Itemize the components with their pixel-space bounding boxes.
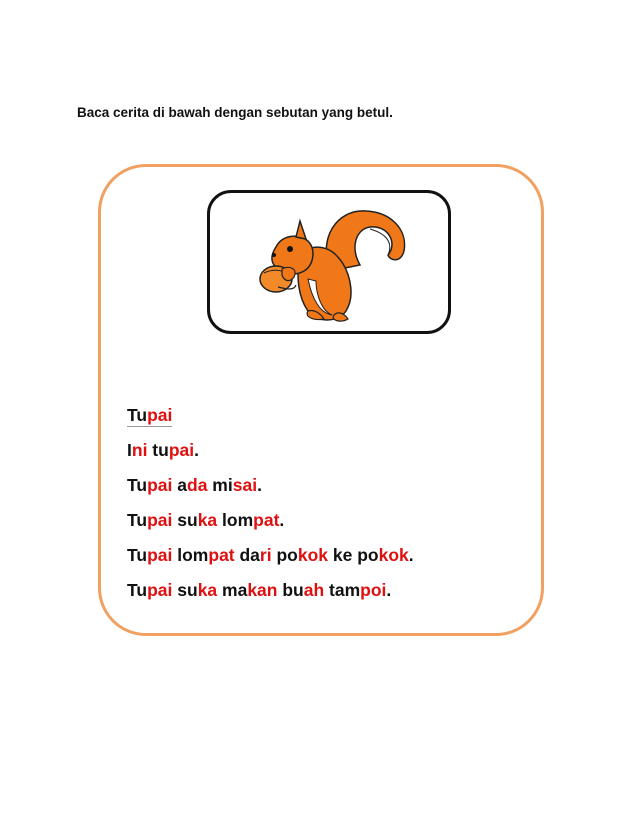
story-lines	[127, 433, 414, 608]
squirrel-illustration	[238, 199, 422, 327]
story-line-segment: .	[257, 475, 262, 495]
story-line-segment: lom	[172, 545, 209, 565]
story-line-segment: su	[172, 580, 198, 600]
story-line-segment: bu	[277, 580, 304, 600]
story-line-segment: pai	[168, 440, 195, 460]
story-line-segment: kan	[247, 580, 278, 600]
story-line-segment: I	[127, 440, 132, 460]
title-segment: Tu	[127, 405, 148, 425]
story-line-segment: sai	[232, 475, 258, 495]
story-line-segment: pai	[147, 510, 173, 530]
story-line-segment: Tu	[127, 510, 148, 530]
story-line-segment: a	[172, 475, 187, 495]
story-line-segment: ni	[131, 440, 148, 460]
story-line-segment: mi	[207, 475, 233, 495]
story-line-segment: ka	[197, 580, 218, 600]
story-line-segment: da	[234, 545, 260, 565]
story-line-segment: ma	[217, 580, 248, 600]
story-line-segment: pai	[147, 580, 173, 600]
story-line-segment: pat	[253, 510, 280, 530]
story-line-segment: po	[271, 545, 298, 565]
story-line-segment: pai	[147, 545, 173, 565]
story-line-segment: su	[172, 510, 198, 530]
story-box	[98, 164, 544, 636]
story-line-segment: da	[187, 475, 208, 495]
story-line	[127, 468, 414, 503]
story-line-segment: .	[386, 580, 392, 600]
instruction-text: Baca cerita di bawah dengan sebutan yang betul.	[77, 105, 393, 120]
story-line-segment: pat	[208, 545, 235, 565]
story-line-segment: Tu	[127, 475, 148, 495]
story-line-segment: .	[194, 440, 199, 460]
story-line-segment: ka	[197, 510, 218, 530]
story-line-segment: .	[279, 510, 285, 530]
illustration-frame	[207, 190, 451, 334]
story-title-text	[127, 404, 172, 427]
story-title	[127, 398, 414, 433]
story-line-segment: ah	[303, 580, 325, 600]
story-line-segment: ri	[259, 545, 272, 565]
story-line-segment: .	[408, 545, 414, 565]
story-line	[127, 433, 414, 468]
story-line-segment: poi	[360, 580, 387, 600]
story-line-segment: lom	[217, 510, 254, 530]
story-line	[127, 538, 414, 573]
story-line	[127, 503, 414, 538]
title-segment: pai	[147, 405, 173, 425]
story-line-segment: ke po	[328, 545, 379, 565]
story-line-segment: pai	[147, 475, 173, 495]
story-line-segment: kok	[297, 545, 329, 565]
story-line-segment: Tu	[127, 580, 148, 600]
story-line-segment: tu	[147, 440, 169, 460]
story-line	[127, 573, 414, 608]
story-line-segment: tam	[324, 580, 361, 600]
story-line-segment: kok	[378, 545, 409, 565]
story-text	[127, 398, 414, 608]
story-line-segment: Tu	[127, 545, 148, 565]
